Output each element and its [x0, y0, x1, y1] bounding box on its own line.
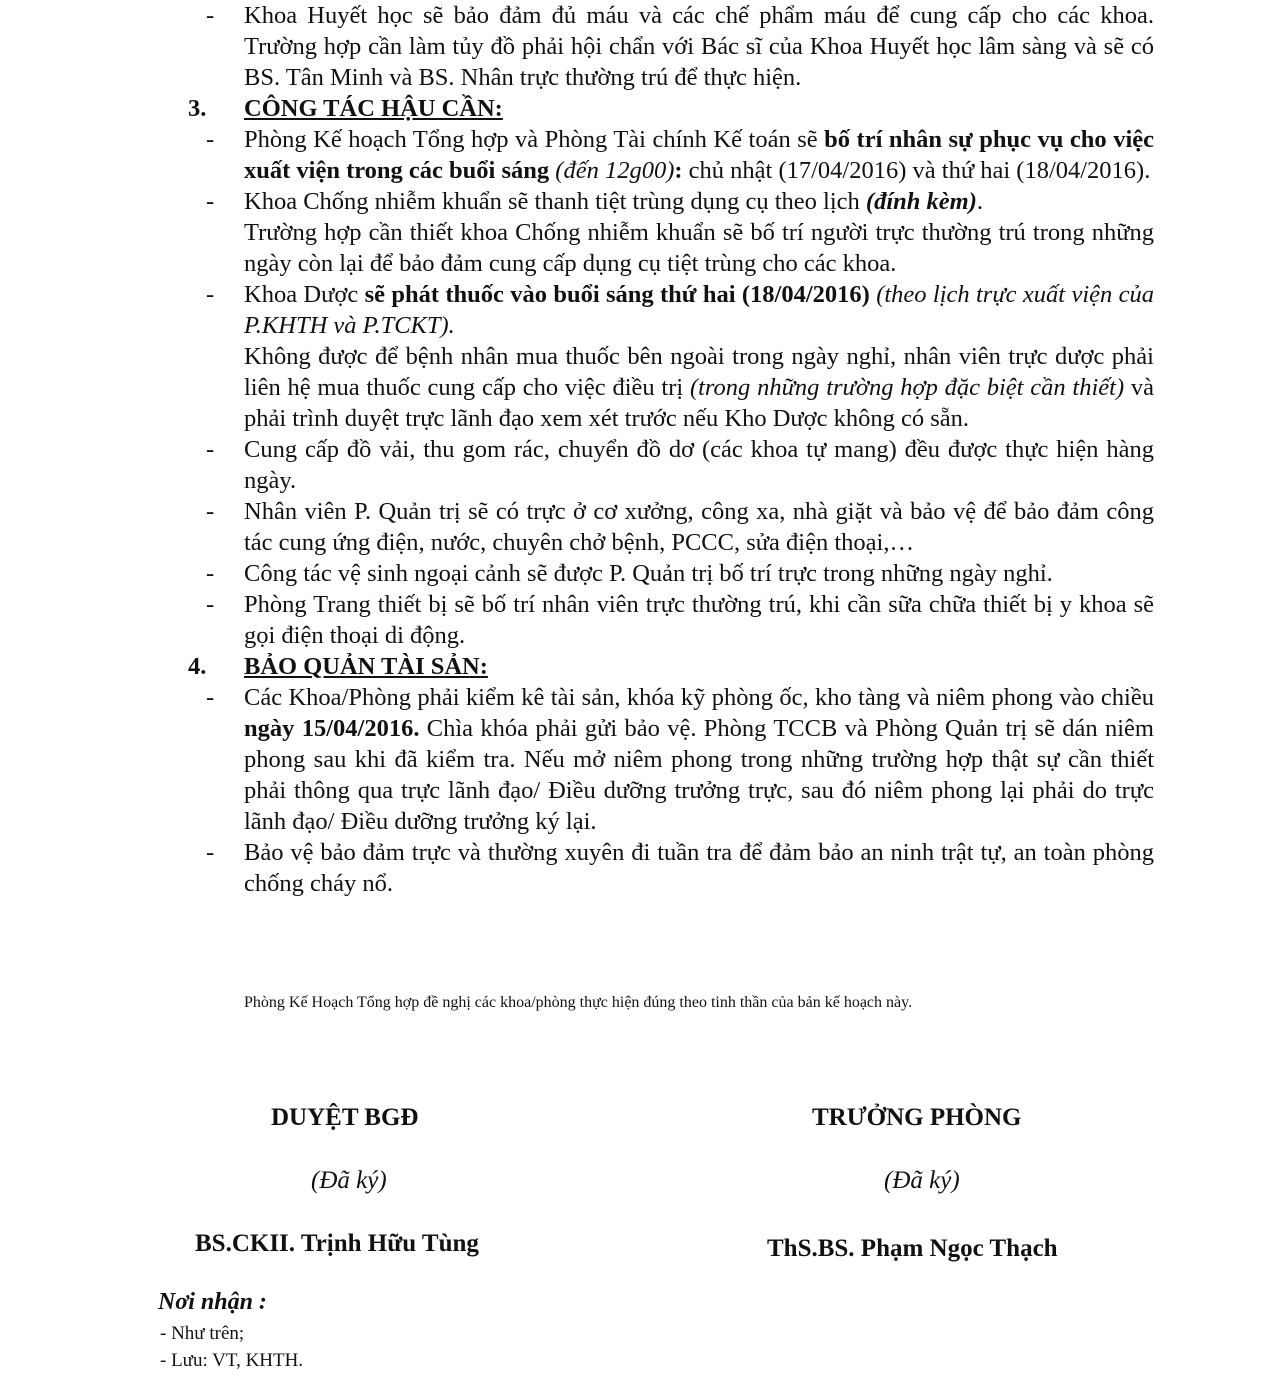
item-text: Khoa Huyết học sẽ bảo đảm đủ máu và các chế phẩm máu để cung cấp cho các khoa. Trường hợp cần làm tủy đồ phải hội chẩn với Bác sĩ của Khoa Huyết học lâm sàng và sẽ có BS. Tân Minh và BS. Nhân trực thường trú để thực hiện.: [244, 2, 1154, 91]
item-text: Khoa Dược: [244, 281, 365, 308]
item-bold-text: :: [674, 157, 683, 184]
paragraph-continuation: [0, 341, 1275, 434]
item-text: Công tác vệ sinh ngoại cảnh sẽ được P. Quản trị bố trí trực trong những ngày nghỉ.: [244, 560, 1053, 587]
list-item-hematology: [0, 0, 1275, 93]
item-text: Phòng Trang thiết bị sẽ bố trí nhân viên trực thường trú, khi cần sữa chữa thiết bị y khoa sẽ gọi điện thoại di động.: [244, 591, 1154, 649]
section-title: CÔNG TÁC HẬU CẦN:: [244, 95, 503, 122]
list-dash: -: [206, 560, 215, 587]
item-bold-text: ngày 15/04/2016.: [244, 715, 420, 742]
list-item-discharge-staff: [0, 124, 1275, 186]
item-italic-text: (đến 12g00): [549, 157, 675, 184]
section-3-heading: [0, 93, 1275, 124]
list-dash: -: [206, 591, 215, 618]
item-text: chủ nhật (17/04/2016) và thứ hai (18/04/2016).: [682, 157, 1151, 184]
signature-left-name: BS.CKII. Trịnh Hữu Tùng: [195, 1230, 479, 1257]
list-dash: -: [206, 188, 215, 215]
section-number: 3.: [188, 95, 207, 122]
recipients-title: Nơi nhận :: [158, 1289, 267, 1315]
item-text: Phòng Kế hoạch Tổng hợp và Phòng Tài chính Kế toán sẽ: [244, 126, 825, 153]
list-item-pharmacy: [0, 279, 1275, 341]
list-item-inventory: [0, 682, 1275, 837]
item-italic-text: (trong những trường hợp đặc biệt cần thiết): [689, 374, 1125, 401]
list-dash: -: [206, 684, 215, 711]
list-item-infection-control: [0, 186, 1275, 217]
item-bold-italic-text: (đính kèm): [865, 188, 977, 215]
paragraph-continuation: Trường hợp cần thiết khoa Chống nhiễm khuẩn sẽ bố trí người trực thường trú trong những ngày còn lại để bảo đảm cung cấp dụng cụ tiệt trùng cho các khoa.: [244, 219, 1154, 277]
item-text: .: [976, 188, 983, 215]
list-dash: -: [206, 498, 215, 525]
list-dash: -: [206, 2, 215, 29]
signature-left-title: DUYỆT BGĐ: [271, 1104, 419, 1131]
item-text: Nhân viên P. Quản trị sẽ có trực ở cơ xưởng, công xa, nhà giặt và bảo vệ để bảo đảm công tác cung ứng điện, nước, chuyên chở bệnh, PCCC, sửa điện thoại,…: [244, 498, 1154, 556]
item-text: Cung cấp đồ vải, thu gom rác, chuyển đồ dơ (các khoa tự mang) đều được thực hiện hàng ngày.: [244, 436, 1154, 494]
recipient-item: - Như trên;: [160, 1323, 245, 1344]
item-text: Khoa Chống nhiễm khuẩn sẽ thanh tiệt trùng dụng cụ theo lịch: [244, 188, 866, 215]
item-text: Các Khoa/Phòng phải kiểm kê tài sản, khóa kỹ phòng ốc, kho tàng và niêm phong vào chiều: [244, 684, 1154, 711]
item-text: Không được để bệnh nhân mua thuốc bên ngoài trong ngày nghỉ, nhân viên trực dược phải liên hệ mua thuốc cung cấp cho việc điều trị: [244, 343, 1154, 401]
list-item-security: [0, 837, 1275, 899]
list-item-equipment: [0, 589, 1275, 651]
list-dash: -: [206, 126, 215, 153]
list-dash: -: [206, 436, 215, 463]
section-4-heading: [0, 651, 1275, 682]
item-bold-text: sẽ phát thuốc vào buổi sáng thứ hai (18/04/2016): [364, 281, 870, 308]
section-title: BẢO QUẢN TÀI SẢN:: [244, 653, 488, 680]
item-text: và phải trình duyệt trực lãnh đạo xem xét trước nếu Kho Dược không có sẵn.: [244, 374, 1155, 432]
list-dash: -: [206, 281, 215, 308]
list-dash: -: [206, 839, 215, 866]
list-item-maintenance: [0, 496, 1275, 558]
list-item-sanitation: [0, 558, 1275, 589]
list-item-linen: [0, 434, 1275, 496]
item-text: Bảo vệ bảo đảm trực và thường xuyên đi tuần tra để đảm bảo an ninh trật tự, an toàn phòng chống cháy nổ.: [244, 839, 1154, 897]
signature-right-signed: (Đã ký): [884, 1167, 960, 1194]
item-italic-text: (theo lịch trực xuất viện của P.KHTH và P.TCKT).: [244, 281, 1154, 339]
signature-left-signed: (Đã ký): [311, 1167, 387, 1194]
signature-right-title: TRƯỞNG PHÒNG: [812, 1104, 1022, 1131]
item-bold-text: bố trí nhân sự phục vụ cho việc xuất viện trong các buổi sáng: [244, 126, 1155, 184]
recipient-item: - Lưu: VT, KHTH.: [160, 1350, 304, 1371]
closing-paragraph: Phòng Kế Hoạch Tổng hợp đề nghị các khoa/phòng thực hiện đúng theo tinh thần của bản kế hoạch này.: [244, 994, 913, 1011]
section-number: 4.: [188, 653, 207, 680]
signature-right-name: ThS.BS. Phạm Ngọc Thạch: [767, 1235, 1058, 1262]
item-text: Chìa khóa phải gửi bảo vệ. Phòng TCCB và Phòng Quản trị sẽ dán niêm phong sau khi đã kiểm tra. Nếu mở niêm phong trong những trường hợp thật sự cần thiết phải thông qua trực lãnh đạo/ Điều dưỡng trưởng trực, sau đó niêm phong lại phải do trực lãnh đạo/ Điều dưỡng trưởng ký lại.: [244, 715, 1154, 835]
